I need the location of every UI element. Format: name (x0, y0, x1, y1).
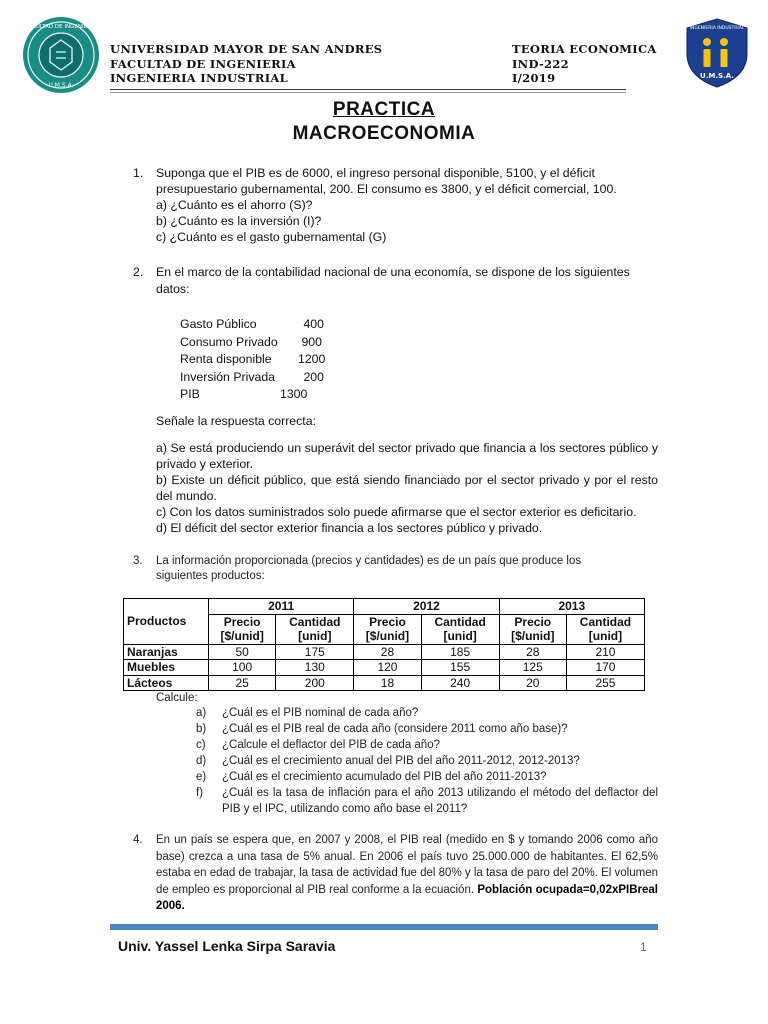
q3-intro (156, 554, 656, 584)
subheader-unit: [unid] (443, 629, 477, 643)
subheader-label: Cantidad (434, 614, 486, 629)
subheader-label: Cantidad (289, 614, 341, 629)
q2-data-row (180, 386, 350, 404)
q2-data-row (180, 351, 350, 369)
list-item (196, 785, 658, 817)
industrial-logo (684, 18, 750, 88)
item-letter: e) (196, 771, 207, 783)
table-subheader (421, 614, 499, 644)
q1-item: b) ¿Cuánto es la inversión (I)? (156, 214, 322, 228)
q2-data-value: 1300 (280, 387, 308, 401)
q1-line: Suponga que el PIB es de 6000, el ingreso personal disponible, 5100, y el déficit (156, 166, 595, 180)
item-letter: d) (196, 755, 207, 767)
q3-line: siguientes productos: (156, 570, 265, 582)
q2-option-a: a) Se está produciendo un superávit del sector privado que financia a los sectores público y privado y exterior. (156, 441, 658, 471)
subheader-unit: [unid] (588, 629, 623, 643)
q2-options (156, 440, 658, 536)
footer-bar (110, 924, 658, 930)
subheader-label: Cantidad (579, 614, 632, 629)
table-subheader (499, 614, 566, 644)
cell: 240 (421, 675, 499, 691)
q1-item: a) ¿Cuánto es el ahorro (S)? (156, 198, 313, 212)
q2-data-value: 900 (301, 334, 322, 349)
list-item (196, 769, 658, 785)
q2-line: En el marco de la contabilidad nacional de una economía, se dispone de los siguientes (156, 265, 630, 279)
item-letter: a) (196, 707, 207, 719)
q2-data-row (180, 369, 350, 387)
row-product: Naranjas (124, 644, 209, 660)
q2-data-key: PIB (180, 387, 200, 401)
q4-body: En un país se espera que, en 2007 y 2008, el PIB real (medido en $ y tomando 2006 como año base) crezca a una tasa de 5% anual. En 2006 el país tuvo 25.000.000 de habitantes. El 62,5% estaba en edad de trabajar, la tasa de actividad fue del 80% y la tasa de paro del 20%. El volumen de empleo es proporcional al PIB real conforme a la ecuación. (156, 834, 658, 896)
header-institution (110, 42, 382, 86)
q2-data-value: 200 (303, 369, 324, 384)
logo-right-bottom-text: U.M.S.A. (700, 72, 734, 80)
header-university: UNIVERSIDAD MAYOR DE SAN ANDRES (110, 42, 383, 56)
header-code: IND-222 (512, 56, 569, 71)
header-term: I/2019 (512, 71, 556, 85)
header-course (512, 42, 657, 86)
q4-text (156, 832, 658, 915)
q2-number: 2. (133, 265, 144, 279)
cell: 210 (566, 644, 644, 660)
q2-data-row (180, 316, 350, 334)
header-subject: TEORIA ECONOMICA (512, 42, 657, 56)
q2-prompt: Señale la respuesta correcta: (156, 414, 316, 428)
cell: 25 (209, 675, 276, 691)
page-number: 1 (640, 940, 647, 954)
q2-option-c: c) Con los datos suministrados solo puede afirmarse que el sector exterior es deficitario. (156, 505, 637, 519)
logo-left-arc-text: FACULTAD DE INGENIERIA (25, 24, 97, 30)
table-corner-header: Productos (124, 599, 209, 645)
subheader-unit: [$/unid] (365, 629, 410, 643)
q2-data-key: Consumo Privado (180, 334, 278, 349)
table-row (124, 660, 645, 676)
item-text: ¿Cuál es el PIB nominal de cada año? (222, 707, 419, 719)
item-text: ¿Cuál es el crecimiento acumulado del PIB del año 2011-2013? (222, 771, 547, 783)
cell: 125 (499, 660, 566, 676)
subheader-label: Precio (223, 614, 261, 629)
item-text: ¿Calcule el deflactor del PIB de cada año? (222, 739, 440, 751)
row-product: Muebles (124, 660, 209, 676)
table-row (124, 675, 645, 691)
cell: 20 (499, 675, 566, 691)
cell: 155 (421, 660, 499, 676)
q2-data-key: Gasto Público (180, 317, 257, 331)
page-title: PRACTICA (332, 99, 436, 120)
q2-option-b: b) Existe un déficit público, que está siendo financiado por el sector privado y por el resto del mundo. (156, 473, 658, 503)
subheader-label: Precio (514, 614, 552, 629)
cell: 28 (499, 644, 566, 660)
subheader-unit: [unid] (298, 629, 332, 643)
q3-calc-label: Calcule: (156, 692, 198, 704)
q3-number: 3. (133, 555, 143, 567)
item-letter: b) (196, 723, 207, 735)
page-subtitle: MACROECONOMIA (292, 123, 476, 144)
row-product: Lácteos (124, 675, 209, 691)
list-item (196, 721, 658, 737)
footer-author: Univ. Yassel Lenka Sirpa Saravia (118, 938, 336, 954)
list-item (196, 737, 658, 753)
cell: 200 (276, 675, 354, 691)
cell: 175 (276, 644, 354, 660)
q2-data-row (180, 334, 350, 352)
cell: 170 (566, 660, 644, 676)
q2-data-list (180, 316, 350, 404)
header-rule (110, 89, 626, 90)
item-letter: c) (196, 739, 206, 751)
q2-intro (156, 264, 656, 298)
q2-option-d: d) El déficit del sector exterior financia a los sectores público y privado. (156, 521, 543, 535)
subheader-unit: [$/unid] (511, 629, 555, 643)
q3-product-table (123, 598, 645, 691)
subheader-label: Precio (369, 614, 406, 629)
table-year-header: 2013 (499, 599, 644, 615)
table-year-header: 2012 (354, 599, 499, 615)
table-row (124, 644, 645, 660)
header-rule-thin (110, 92, 626, 93)
q1-number: 1. (133, 166, 144, 180)
header-career: INGENIERIA INDUSTRIAL (110, 71, 288, 85)
q1-line: presupuestario gubernamental, 200. El consumo es 3800, y el déficit comercial, 100. (156, 182, 617, 196)
logo-left-bottom-text: U.M.S.A. (48, 82, 74, 89)
q2-data-key: Inversión Privada (180, 369, 276, 384)
q2-data-key: Renta disponible (180, 352, 272, 366)
cell: 120 (354, 660, 421, 676)
subheader-unit: [$/unid] (220, 629, 264, 643)
table-year-header: 2011 (209, 599, 354, 615)
table-subheader (276, 614, 354, 644)
cell: 18 (354, 675, 421, 691)
cell: 28 (354, 644, 421, 660)
q3-questions (196, 705, 658, 817)
q2-data-value: 1200 (298, 352, 326, 366)
table-subheader (209, 614, 276, 644)
q4-number: 4. (133, 834, 143, 846)
table-subheader (566, 614, 644, 644)
q3-line: La información proporcionada (precios y cantidades) es de un país que produce los (156, 555, 582, 567)
q4-equation: Población ocupada=0,02xPIBreal 2006. (156, 883, 658, 912)
cell: 185 (421, 644, 499, 660)
cell: 50 (209, 644, 276, 660)
faculty-logo (22, 16, 100, 94)
q1-item: c) ¿Cuánto es el gasto gubernamental (G) (156, 230, 387, 244)
list-item (196, 753, 658, 769)
item-text: ¿Cuál es el PIB real de cada año (considere 2011 como año base)? (222, 723, 568, 735)
cell: 255 (566, 675, 644, 691)
logo-right-top-text: INGENIERIA INDUSTRIAL (689, 26, 745, 31)
header-faculty: FACULTAD DE INGENIERIA (110, 56, 296, 71)
item-text: ¿Cuál es el crecimiento anual del PIB del año 2011-2012, 2012-2013? (222, 755, 580, 767)
table-subheader (354, 614, 421, 644)
cell: 130 (276, 660, 354, 676)
q2-data-value: 400 (303, 317, 324, 331)
item-text: ¿Cuál es la tasa de inflación para el año 2013 utilizando el método del deflactor del PIB y el IPC, utilizando como año base el 2011? (222, 787, 658, 815)
q1-block (156, 165, 656, 245)
list-item (196, 705, 658, 721)
q2-line: datos: (156, 282, 190, 296)
cell: 100 (209, 660, 276, 676)
item-letter: f) (196, 787, 204, 799)
